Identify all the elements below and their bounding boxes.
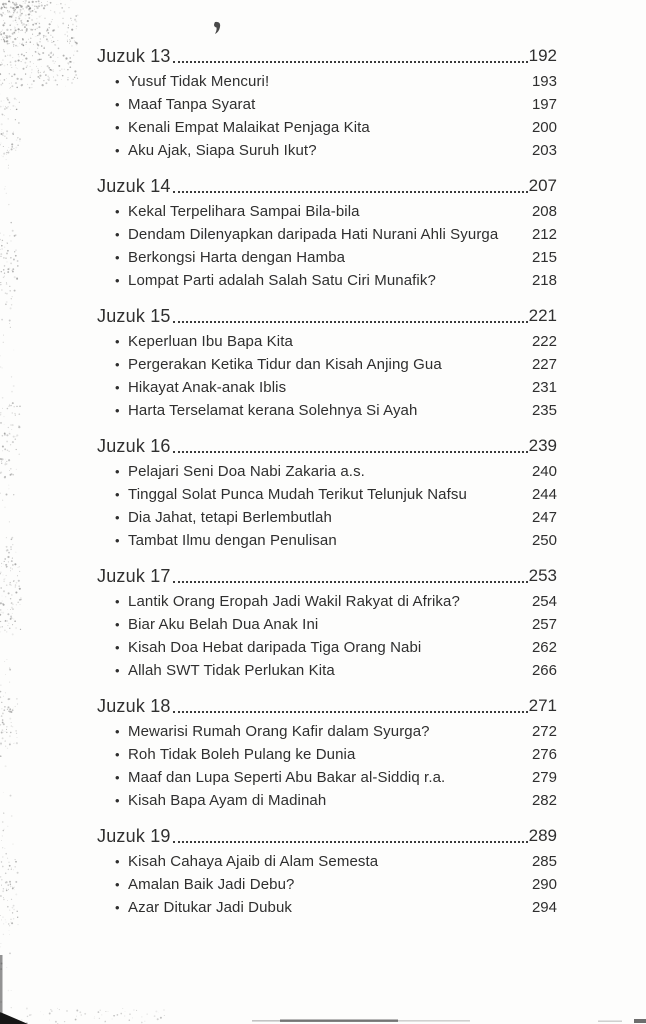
item-page-number: 254 <box>531 593 557 610</box>
toc-item <box>115 506 557 529</box>
item-label: Lantik Orang Eropah Jadi Wakil Rakyat di Afrika? <box>128 593 460 610</box>
bullet-icon: • <box>115 120 120 135</box>
bullet-icon: • <box>115 273 120 288</box>
item-page-number: 222 <box>531 333 557 350</box>
dot-leader-icon <box>173 711 528 713</box>
item-page-number: 218 <box>531 272 557 289</box>
section-page-number: 271 <box>528 696 557 715</box>
bullet-icon: • <box>115 357 120 372</box>
item-label: Kekal Terpelihara Sampai Bila-bila <box>128 203 360 220</box>
section-title: Juzuk 13 <box>97 46 171 66</box>
item-label: Allah SWT Tidak Perlukan Kita <box>128 662 335 679</box>
toc-item <box>115 483 557 506</box>
bullet-icon: • <box>115 617 120 632</box>
section-items <box>97 850 557 919</box>
item-page-number: 285 <box>531 853 557 870</box>
item-page-number: 212 <box>531 226 557 243</box>
section-header <box>97 694 557 718</box>
section-title: Juzuk 19 <box>97 826 171 846</box>
dot-leader-icon <box>173 191 528 193</box>
section-page-number: 221 <box>528 306 557 325</box>
item-label: Tinggal Solat Punca Mudah Terikut Telunjuk Nafsu <box>128 486 467 503</box>
section-page-number: 289 <box>528 826 557 845</box>
toc-item <box>115 743 557 766</box>
dot-leader-icon <box>173 451 528 453</box>
item-page-number: 235 <box>531 402 557 419</box>
toc-section <box>97 564 557 682</box>
item-page-number: 247 <box>531 509 557 526</box>
section-header <box>97 44 557 68</box>
section-page-number: 253 <box>528 566 557 585</box>
toc-item <box>115 376 557 399</box>
section-items <box>97 590 557 682</box>
toc-item <box>115 720 557 743</box>
item-page-number: 244 <box>531 486 557 503</box>
item-label: Azar Ditukar Jadi Dubuk <box>128 899 293 916</box>
item-label: Dendam Dilenyapkan daripada Hati Nurani Ahli Syurga <box>128 226 499 243</box>
bullet-icon: • <box>115 854 120 869</box>
section-page-number: 192 <box>528 46 557 65</box>
item-page-number: 266 <box>531 662 557 679</box>
item-label: Kenali Empat Malaikat Penjaga Kita <box>128 119 370 136</box>
item-label: Mewarisi Rumah Orang Kafir dalam Syurga? <box>128 723 430 740</box>
section-items <box>97 70 557 162</box>
item-label: Maaf Tanpa Syarat <box>128 96 256 113</box>
bullet-icon: • <box>115 97 120 112</box>
section-page-number: 207 <box>528 176 557 195</box>
item-label: Maaf dan Lupa Seperti Abu Bakar al-Siddiq r.a. <box>128 769 446 786</box>
section-header <box>97 564 557 588</box>
toc-section <box>97 824 557 919</box>
bullet-icon: • <box>115 877 120 892</box>
bullet-icon: • <box>115 747 120 762</box>
item-label: Kisah Cahaya Ajaib di Alam Semesta <box>128 853 379 870</box>
bullet-icon: • <box>115 403 120 418</box>
toc-item <box>115 93 557 116</box>
dot-leader-icon <box>173 61 528 63</box>
toc-item <box>115 116 557 139</box>
toc-section <box>97 434 557 552</box>
bullet-icon: • <box>115 724 120 739</box>
toc-item <box>115 246 557 269</box>
toc-item <box>115 850 557 873</box>
toc-item <box>115 269 557 292</box>
item-label: Yusuf Tidak Mencuri! <box>128 73 270 90</box>
bullet-icon: • <box>115 464 120 479</box>
toc-item <box>115 139 557 162</box>
section-header <box>97 434 557 458</box>
item-label: Tambat Ilmu dengan Penulisan <box>128 532 337 549</box>
item-page-number: 272 <box>531 723 557 740</box>
toc-sections <box>97 44 557 931</box>
toc-item <box>115 529 557 552</box>
bullet-icon: • <box>115 74 120 89</box>
item-page-number: 200 <box>531 119 557 136</box>
section-items <box>97 460 557 552</box>
item-page-number: 290 <box>531 876 557 893</box>
item-page-number: 262 <box>531 639 557 656</box>
item-label: Pelajari Seni Doa Nabi Zakaria a.s. <box>128 463 365 480</box>
section-header <box>97 174 557 198</box>
item-label: Harta Terselamat kerana Solehnya Si Ayah <box>128 402 418 419</box>
toc-item <box>115 330 557 353</box>
item-label: Pergerakan Ketika Tidur dan Kisah Anjing Gua <box>128 356 442 373</box>
section-title: Juzuk 15 <box>97 306 171 326</box>
toc-item <box>115 873 557 896</box>
bullet-icon: • <box>115 533 120 548</box>
bullet-icon: • <box>115 227 120 242</box>
toc-item <box>115 613 557 636</box>
item-label: Dia Jahat, tetapi Berlembutlah <box>128 509 332 526</box>
item-page-number: 227 <box>531 356 557 373</box>
item-page-number: 215 <box>531 249 557 266</box>
bullet-icon: • <box>115 793 120 808</box>
item-page-number: 203 <box>531 142 557 159</box>
toc-item <box>115 789 557 812</box>
bullet-icon: • <box>115 250 120 265</box>
toc-section <box>97 44 557 162</box>
section-title: Juzuk 17 <box>97 566 171 586</box>
item-page-number: 294 <box>531 899 557 916</box>
bullet-icon: • <box>115 487 120 502</box>
item-label: Roh Tidak Boleh Pulang ke Dunia <box>128 746 356 763</box>
item-label: Lompat Parti adalah Salah Satu Ciri Munafik? <box>128 272 436 289</box>
item-label: Keperluan Ibu Bapa Kita <box>128 333 293 350</box>
toc-item <box>115 590 557 613</box>
toc-item <box>115 896 557 919</box>
dot-leader-icon <box>173 581 528 583</box>
bullet-icon: • <box>115 204 120 219</box>
section-header <box>97 824 557 848</box>
toc-item <box>115 399 557 422</box>
section-header <box>97 304 557 328</box>
toc-item <box>115 223 557 246</box>
toc-item <box>115 766 557 789</box>
toc-section <box>97 694 557 812</box>
item-page-number: 279 <box>531 769 557 786</box>
item-label: Hikayat Anak-anak Iblis <box>128 379 287 396</box>
item-page-number: 240 <box>531 463 557 480</box>
bullet-icon: • <box>115 510 120 525</box>
bullet-icon: • <box>115 900 120 915</box>
bullet-icon: • <box>115 640 120 655</box>
item-label: Aku Ajak, Siapa Suruh Ikut? <box>128 142 317 159</box>
dot-leader-icon <box>173 841 528 843</box>
toc-item <box>115 460 557 483</box>
item-label: Amalan Baik Jadi Debu? <box>128 876 295 893</box>
item-label: Kisah Doa Hebat daripada Tiga Orang Nabi <box>128 639 422 656</box>
item-page-number: 197 <box>531 96 557 113</box>
section-page-number: 239 <box>528 436 557 455</box>
item-label: Biar Aku Belah Dua Anak Ini <box>128 616 319 633</box>
section-title: Juzuk 14 <box>97 176 171 196</box>
bullet-icon: • <box>115 594 120 609</box>
bullet-icon: • <box>115 663 120 678</box>
item-page-number: 193 <box>531 73 557 90</box>
item-page-number: 231 <box>531 379 557 396</box>
bullet-icon: • <box>115 143 120 158</box>
item-page-number: 282 <box>531 792 557 809</box>
section-items <box>97 330 557 422</box>
toc-section <box>97 174 557 292</box>
dot-leader-icon <box>173 321 528 323</box>
bullet-icon: • <box>115 380 120 395</box>
toc-section <box>97 304 557 422</box>
item-label: Berkongsi Harta dengan Hamba <box>128 249 346 266</box>
section-title: Juzuk 18 <box>97 696 171 716</box>
bullet-icon: • <box>115 334 120 349</box>
item-page-number: 276 <box>531 746 557 763</box>
item-label: Kisah Bapa Ayam di Madinah <box>128 792 327 809</box>
section-items <box>97 200 557 292</box>
toc-item <box>115 659 557 682</box>
toc-item <box>115 636 557 659</box>
item-page-number: 257 <box>531 616 557 633</box>
toc-item <box>115 70 557 93</box>
section-title: Juzuk 16 <box>97 436 171 456</box>
toc-item <box>115 353 557 376</box>
item-page-number: 208 <box>531 203 557 220</box>
item-page-number: 250 <box>531 532 557 549</box>
toc-item <box>115 200 557 223</box>
section-items <box>97 720 557 812</box>
bullet-icon: • <box>115 770 120 785</box>
